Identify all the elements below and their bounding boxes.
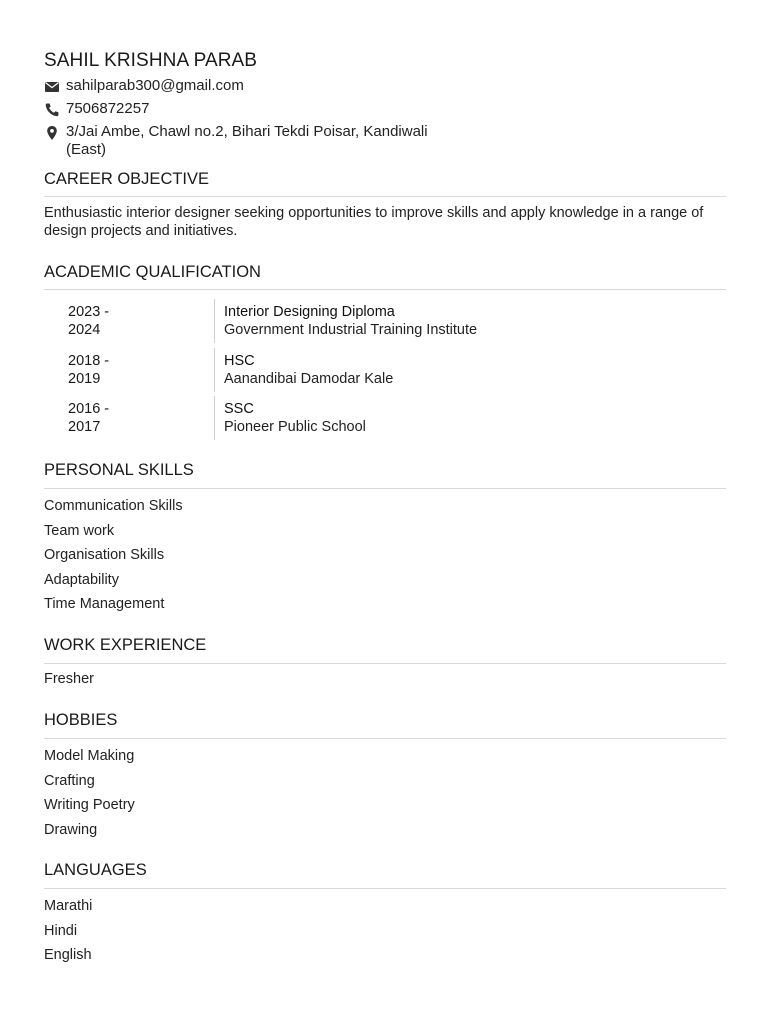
section-title-career-objective: CAREER OBJECTIVE <box>44 170 210 188</box>
list-item: English <box>44 947 92 964</box>
list-item: Crafting <box>44 772 95 789</box>
section-title-academic: ACADEMIC QUALIFICATION <box>44 263 261 281</box>
list-item: Marathi <box>44 898 93 914</box>
section-divider <box>44 488 726 489</box>
education-institute: Pioneer Public School <box>224 419 366 435</box>
education-divider <box>214 348 215 392</box>
section-title-languages: LANGUAGES <box>44 861 147 879</box>
email-icon <box>44 79 60 95</box>
section-divider <box>44 888 726 889</box>
personal-skills-list <box>44 497 183 620</box>
contact-phone <box>44 100 149 118</box>
address-text: 3/Jai Ambe, Chawl no.2, Bihari Tekdi Poisar, Kandiwali (East) <box>66 123 428 158</box>
education-divider <box>214 299 215 343</box>
hobbies-list <box>44 747 135 845</box>
list-item: Adaptability <box>44 571 119 588</box>
education-degree: Interior Designing Diploma <box>224 304 395 320</box>
contact-email <box>44 77 244 95</box>
career-objective-text: Enthusiastic interior designer seeking opportunities to improve skills and apply knowledge in a range of design projects and initiatives. <box>44 205 704 239</box>
work-experience-text: Fresher <box>44 671 94 687</box>
list-item: Writing Poetry <box>44 797 135 814</box>
education-entry <box>44 396 726 440</box>
list-item: Time Management <box>44 596 165 613</box>
section-title-hobbies: HOBBIES <box>44 711 118 729</box>
list-item: Team work <box>44 522 115 539</box>
education-institute: Aanandibai Damodar Kale <box>224 371 394 387</box>
email-text[interactable]: sahilparab300@gmail.com <box>66 77 244 94</box>
list-item: Hindi <box>44 922 78 939</box>
phone-text[interactable]: 7506872257 <box>66 100 150 117</box>
education-degree: HSC <box>224 353 255 369</box>
education-divider <box>214 396 215 440</box>
list-item: Communication Skills <box>44 498 183 514</box>
section-divider <box>44 663 726 664</box>
location-pin-icon <box>44 125 60 141</box>
list-item: Organisation Skills <box>44 547 165 564</box>
education-institute: Government Industrial Training Institute <box>224 322 478 338</box>
education-years: 2023 - 2024 <box>68 304 110 338</box>
languages-list <box>44 897 92 971</box>
candidate-name: SAHIL KRISHNA PARAB <box>44 50 258 71</box>
education-entry <box>44 348 726 392</box>
section-divider <box>44 738 726 739</box>
phone-icon <box>44 102 60 118</box>
education-years: 2018 - 2019 <box>68 353 110 387</box>
section-divider <box>44 289 726 290</box>
section-title-work-experience: WORK EXPERIENCE <box>44 636 207 654</box>
section-divider <box>44 196 726 197</box>
list-item: Model Making <box>44 748 135 764</box>
education-degree: SSC <box>224 401 254 417</box>
section-title-personal-skills: PERSONAL SKILLS <box>44 461 194 479</box>
list-item: Drawing <box>44 821 98 838</box>
contact-address <box>44 123 466 159</box>
education-entry <box>44 299 726 343</box>
education-years: 2016 - 2017 <box>68 401 110 435</box>
